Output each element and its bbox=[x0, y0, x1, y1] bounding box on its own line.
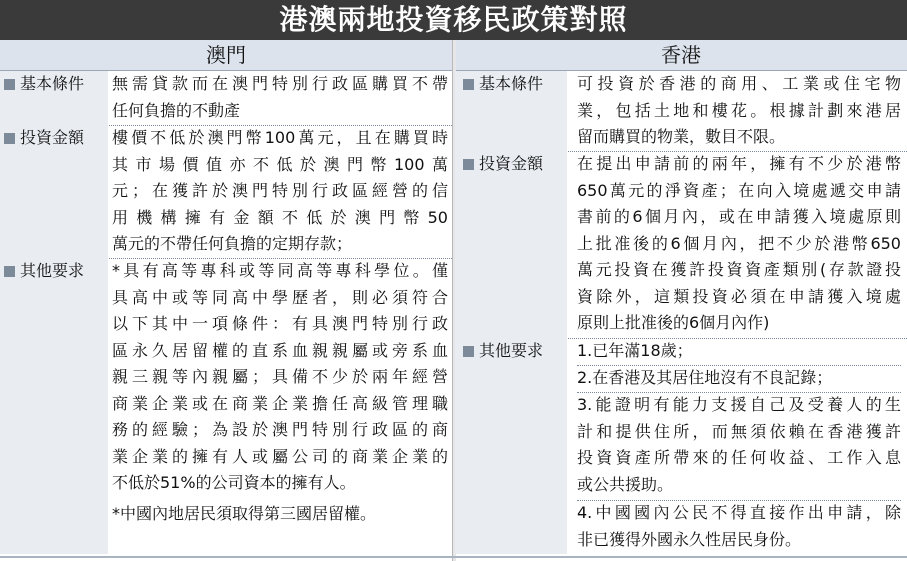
macau-basic-text bbox=[112, 71, 448, 124]
text-line: 萬元的不帶任何負擔的定期存款； bbox=[112, 234, 353, 253]
hk-row-amount bbox=[455, 151, 907, 339]
text-line: 書前的6個月內，或在申請獲入境處原則 bbox=[577, 207, 901, 226]
text-line: 不低於51%的公司資本的擁有人。 bbox=[112, 473, 356, 492]
text-line: 原則上批准後的6個月內作) bbox=[577, 313, 770, 332]
text-line: 業企業的擁有人或屬公司的商業企業的 bbox=[112, 446, 448, 466]
hk-label-cell bbox=[455, 71, 567, 151]
macau-other-text bbox=[112, 258, 448, 527]
square-bullet-icon bbox=[463, 79, 474, 90]
text-line: 用機構擁有金額不低於澳門幣50 bbox=[112, 207, 448, 227]
text-line: *具有高等專科或等同高等專科學位。僅 bbox=[112, 261, 448, 280]
hk-row-basic bbox=[455, 71, 907, 152]
text-line: 投資資產所帶來的任何收益、工作入息 bbox=[577, 448, 901, 467]
macau-label-cell bbox=[0, 71, 108, 125]
text-line: 樓價不低於澳門幣100萬元，且在購買時 bbox=[112, 128, 448, 147]
text-line: 或公共援助。 bbox=[577, 474, 674, 494]
text-line: 務的經驗；為設於澳門特別行政區的商 bbox=[112, 420, 448, 439]
text-line: 650萬元的淨資產；在向入境處遞交申請 bbox=[577, 180, 901, 200]
macau-basic-label: 基本條件 bbox=[20, 74, 85, 93]
hk-label-cell bbox=[455, 151, 567, 338]
macau-row-other bbox=[0, 258, 452, 554]
text-line: 具高中或等同高中學歷者，則必須符合 bbox=[112, 287, 448, 307]
hk-basic-text bbox=[577, 71, 901, 151]
text-line: 1.已年滿18歲； bbox=[577, 341, 693, 360]
bottom-rule bbox=[0, 556, 907, 558]
macau-amount-text bbox=[112, 125, 448, 258]
text-line: 其市場價值亦不低於澳門幣100萬 bbox=[112, 154, 448, 174]
column-header-hongkong: 香港 bbox=[455, 40, 907, 71]
hk-amount-label: 投資金額 bbox=[479, 154, 544, 173]
text-line: 無需貸款而在澳門特別行政區購買不帶 bbox=[112, 74, 448, 93]
text-line: 任何負擔的不動產 bbox=[112, 100, 241, 120]
macau-row-amount bbox=[0, 125, 452, 259]
macau-other-label: 其他要求 bbox=[20, 261, 85, 280]
hk-basic-label: 基本條件 bbox=[479, 74, 544, 93]
text-line: 2.在香港及其居住地沒有不良記錄； bbox=[577, 368, 833, 387]
text-line: 非已獲得外國永久性居民身份。 bbox=[577, 529, 802, 549]
macau-label-cell bbox=[0, 258, 108, 554]
text-line: 在提出申請前的兩年，擁有不少於港幣 bbox=[577, 154, 901, 173]
square-bullet-icon bbox=[4, 79, 15, 90]
macau-amount-label: 投資金額 bbox=[20, 128, 85, 147]
hk-requirement-4 bbox=[577, 500, 901, 554]
macau-row-basic bbox=[0, 71, 452, 126]
text-line: 業，包括土地和樓花。根據計劃來港居 bbox=[577, 100, 901, 120]
hk-amount-text bbox=[577, 151, 901, 337]
square-bullet-icon bbox=[4, 266, 15, 277]
text-line: 元；在獲許於澳門特別行政區經營的信 bbox=[112, 181, 448, 200]
square-bullet-icon bbox=[463, 159, 474, 170]
text-line: 可投資於香港的商用、工業或住宅物 bbox=[577, 74, 901, 93]
square-bullet-icon bbox=[463, 346, 474, 357]
text-line: 留而購買的物業，數目不限。 bbox=[577, 127, 786, 146]
text-line: 3.能證明有能力支援自己及受養人的生 bbox=[577, 395, 901, 414]
page-title: 港澳兩地投資移民政策對照 bbox=[0, 0, 907, 40]
hk-label-cell bbox=[455, 338, 567, 554]
text-line: 計和提供住所，而無須依賴在香港獲許 bbox=[577, 421, 901, 441]
text-line: 商業企業或在商業企業擔任高級管理職 bbox=[112, 393, 448, 413]
text-line: 以下其中一項條件：有具澳門特別行政 bbox=[112, 314, 448, 333]
text-line: 區永久居留權的直系血親親屬或旁系血 bbox=[112, 340, 448, 360]
text-line: 上批准後的6個月內，把不少於港幣650 bbox=[577, 233, 901, 253]
macau-label-cell bbox=[0, 125, 108, 258]
square-bullet-icon bbox=[4, 133, 15, 144]
text-line: 資除外，這類投資必須在申請獲入境處 bbox=[577, 286, 901, 306]
text-line: *中國內地居民須取得第三國居留權。 bbox=[112, 503, 377, 523]
text-line: 萬元投資在獲許投資資產類別(存款證投 bbox=[577, 260, 901, 279]
hk-requirement-2 bbox=[577, 365, 901, 393]
text-line: 親三親等內親屬；具備不少於兩年經營 bbox=[112, 367, 448, 386]
hk-requirement-1 bbox=[577, 338, 901, 366]
text-line: 4.中國國內公民不得直接作出申請，除 bbox=[577, 503, 901, 522]
hk-requirement-3 bbox=[577, 392, 901, 501]
column-header-macau: 澳門 bbox=[0, 40, 452, 71]
hk-other-label: 其他要求 bbox=[479, 341, 544, 360]
